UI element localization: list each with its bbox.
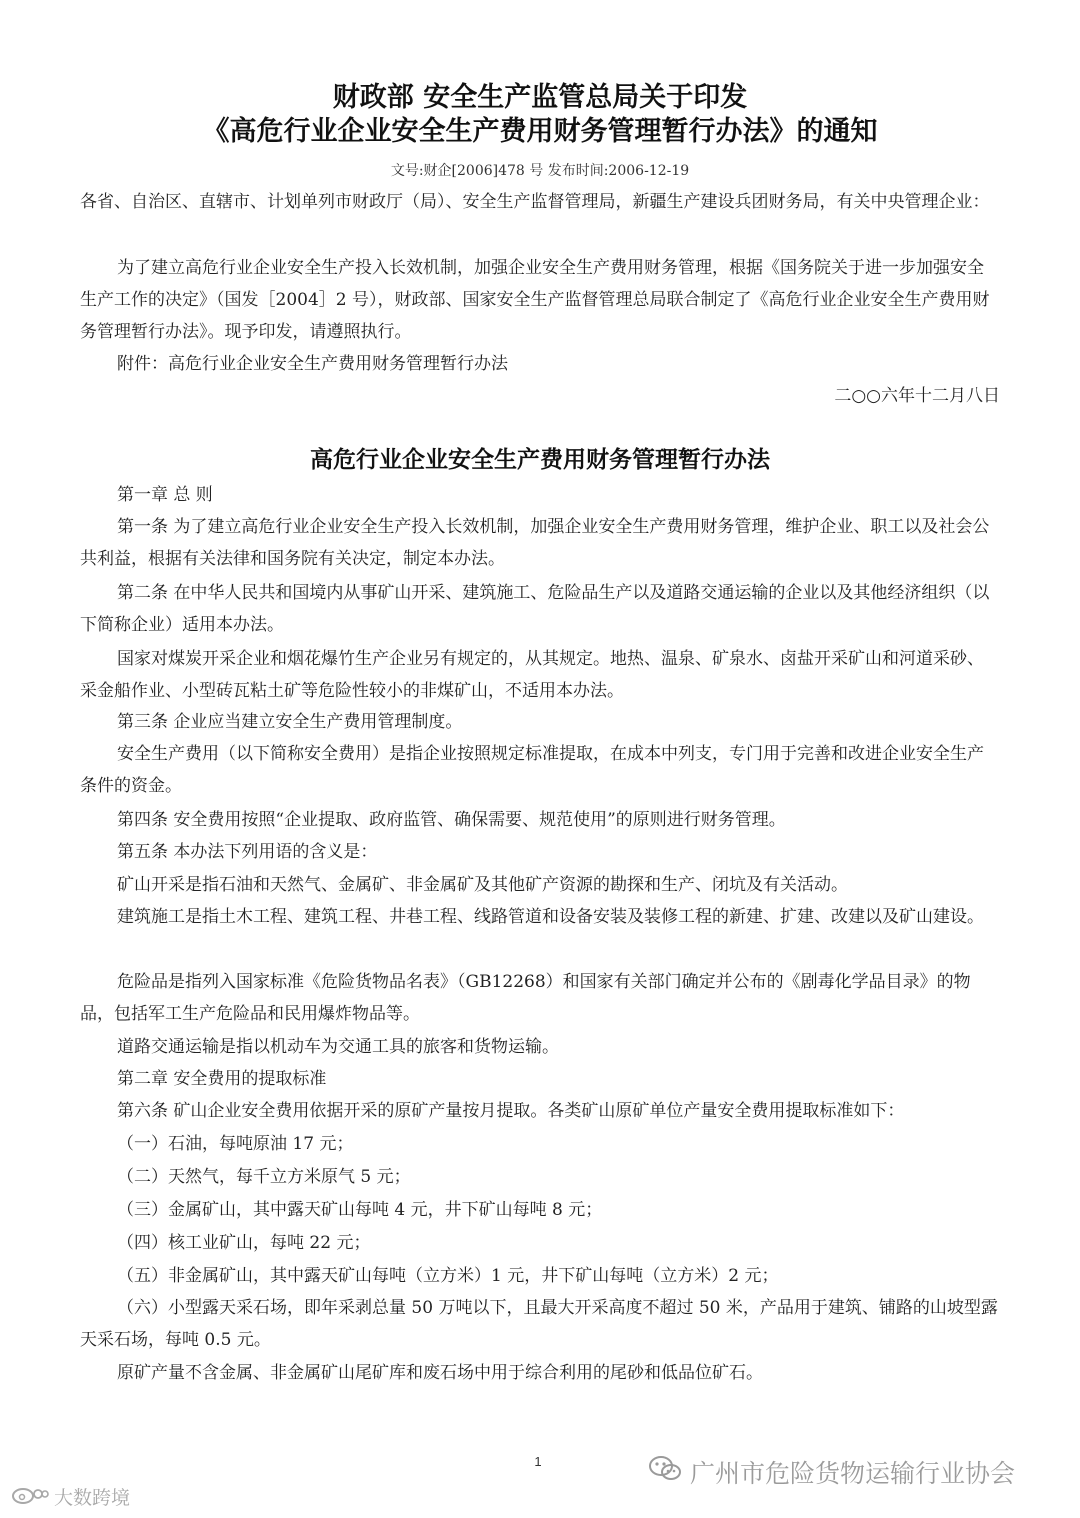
watermark-right <box>648 1452 1015 1492</box>
article-6-item: （二）天然气，每千立方米原气 5 元； <box>117 1167 411 1187</box>
chapter-1-heading: 第一章 总 则 <box>117 485 213 505</box>
article-5-construction: 建筑施工是指土木工程、建筑工程、井巷工程、线路管道和设备安装及装修工程的新建、扩建、改建以及矿山建设。 <box>117 907 984 927</box>
article-2: 第二条 在中华人民共和国境内从事矿山开采、建筑施工、危险品生产以及道路交通运输的企业以及其他经济组织（以下简称企业）适用本办法。 <box>80 583 990 635</box>
watermark-left-text: 大数跨境 <box>54 1486 131 1509</box>
article-5: 第五条 本办法下列用语的含义是： <box>117 842 378 862</box>
article-6: 第六条 矿山企业安全费用依据开采的原矿产量按月提取。各类矿山原矿单位产量安全费用提取标准如下： <box>117 1101 905 1121</box>
chapter-2-heading: 第二章 安全费用的提取标准 <box>117 1069 327 1089</box>
article-6-item: （三）金属矿山，其中露天矿山每吨 4 元，井下矿山每吨 8 元； <box>117 1200 603 1220</box>
article-6-item: （五）非金属矿山，其中露天矿山每吨（立方米）1 元，井下矿山每吨（立方米）2 元； <box>117 1266 779 1286</box>
watermark-left <box>10 1482 130 1510</box>
notice-title-line1: 财政部 安全生产监管总局关于印发 <box>332 82 748 113</box>
notice-date: 二○○六年十二月八日 <box>834 386 1000 406</box>
notice-title-line2: 《高危行业企业安全生产费用财务管理暂行办法》的通知 <box>202 116 878 147</box>
article-5-mining: 矿山开采是指石油和天然气、金属矿、非金属矿及其他矿产资源的勘探和生产、闭坑及有关活动。 <box>117 875 848 895</box>
doc-meta: 文号:财企[2006]478 号 发布时间:2006-12-19 <box>390 163 690 179</box>
article-4: 第四条 安全费用按照“企业提取、政府监管、确保需要、规范使用”的原则进行财务管理。 <box>117 810 786 830</box>
article-6-item: （六）小型露天采石场，即年采剥总量 50 万吨以下，且最大开采高度不超过 50 米，产品用于建筑、铺路的山坡型露天采石场，每吨 0.5 元。 <box>80 1298 998 1350</box>
weibo-icon <box>10 1482 50 1511</box>
article-6-note: 原矿产量不含金属、非金属矿山尾矿库和废石场中用于综合利用的尾砂和低品位矿石。 <box>117 1363 763 1383</box>
article-3: 第三条 企业应当建立安全生产费用管理制度。 <box>117 712 463 732</box>
wechat-icon <box>648 1454 682 1490</box>
article-2-paragraph-2: 国家对煤炭开采企业和烟花爆竹生产企业另有规定的，从其规定。地热、温泉、矿泉水、卤盐开采矿山和河道采砂、采金船作业、小型砖瓦粘土矿等危险性较小的非煤矿山，不适用本办法。 <box>80 649 984 701</box>
article-6-item: （一）石油，每吨原油 17 元； <box>117 1134 354 1154</box>
article-3-paragraph-2: 安全生产费用（以下简称安全费用）是指企业按照规定标准提取，在成本中列支，专门用于完善和改进企业安全生产条件的资金。 <box>80 744 984 796</box>
watermark-right-text: 广州市危险货物运输行业协会 <box>690 1459 1016 1488</box>
article-5-hazardous: 危险品是指列入国家标准《危险货物品名表》（GB12268）和国家有关部门确定并公布的《剧毒化学品目录》的物品，包括军工生产危险品和民用爆炸物品等。 <box>80 972 971 1024</box>
notice-body: 为了建立高危行业企业安全生产投入长效机制，加强企业安全生产费用财务管理，根据《国务院关于进一步加强安全生产工作的决定》（国发［2004］2 号），财政部、国家安全生产监督管理总局联合制定了《高危行业企业安全生产费用财务管理暂行办法》。现予印发，请遵照执行。 <box>80 258 990 342</box>
measures-title: 高危行业企业安全生产费用财务管理暂行办法 <box>310 446 770 473</box>
page-number: 1 <box>534 1454 542 1469</box>
article-6-item: （四）核工业矿山，每吨 22 元； <box>117 1233 371 1253</box>
attachment-line: 附件：高危行业企业安全生产费用财务管理暂行办法 <box>117 354 508 374</box>
addressee: 各省、自治区、直辖市、计划单列市财政厅（局）、安全生产监督管理局，新疆生产建设兵团财务局，有关中央管理企业： <box>80 192 990 212</box>
article-1: 第一条 为了建立高危行业企业安全生产投入长效机制，加强企业安全生产费用财务管理，维护企业、职工以及社会公共利益，根据有关法律和国务院有关决定，制定本办法。 <box>80 517 990 569</box>
article-5-transport: 道路交通运输是指以机动车为交通工具的旅客和货物运输。 <box>117 1037 559 1057</box>
